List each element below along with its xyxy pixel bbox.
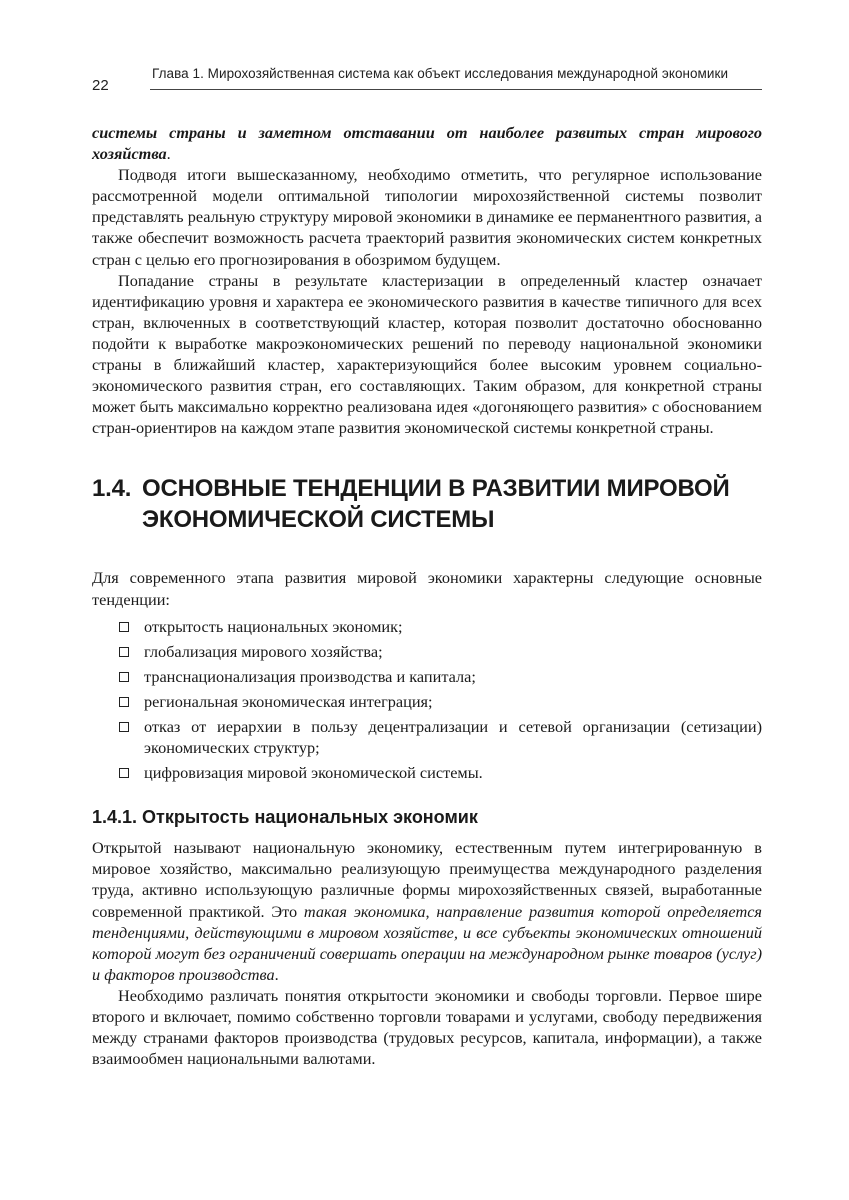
list-item [92, 716, 762, 758]
checkbox-bullet-icon [119, 622, 129, 632]
list-item [92, 641, 762, 662]
paragraph-openness-vs-free-trade: Необходимо различать понятия открытости экономики и свободы торговли. Первое шире второго и включает, помимо собственно торговли товарами и услугами, свободу передвижения между странами факторов производства (трудовых ресурсов, капитала, информации), а также взаимообмен национальными валютами. [92, 985, 762, 1069]
checkbox-bullet-icon [119, 697, 129, 707]
checkbox-bullet-icon [119, 647, 129, 657]
list-item-text: глобализация мирового хозяйства; [144, 641, 383, 661]
list-item-text: региональная экономическая интеграция; [144, 691, 433, 711]
checkbox-bullet-icon [119, 722, 129, 732]
list-item-text: транснационализация производства и капитала; [144, 666, 476, 686]
list-item [92, 616, 762, 637]
paragraph-open-economy [92, 837, 762, 985]
subsection-heading: 1.4.1. Открытость национальных экономик [92, 807, 478, 828]
page-content [92, 122, 762, 1069]
open-economy-italic-text: такая экономика, направление развития которой определяется тенденциями, действующими в мировом хозяйстве, и все субъекты экономических отношений которой могут без ограничений совершать операции на международном рынке товаров (услуг) и факторов производства [92, 901, 762, 984]
list-item-text: отказ от иерархии в пользу децентрализации и сетевой организации (сетизации) экономических структур; [144, 716, 762, 758]
section-title-line-1: ОСНОВНЫЕ ТЕНДЕНЦИИ В РАЗВИТИИ МИРОВОЙ [142, 475, 730, 503]
trends-list [92, 616, 762, 784]
header-rule [150, 89, 762, 90]
open-economy-end: . [274, 964, 279, 984]
running-header: Глава 1. Мирохозяйственная система как объект исследования международной экономики [152, 66, 729, 81]
section-heading [92, 473, 762, 535]
open-economy-plain-text: Открытой называют национальную экономику, естественным путем интегрированную в мировое хозяйство, максимально реализующую преимущества международного разделения труда, активно использующую различные формы мирохозяйственных связей, выработанные современной практикой. Это [92, 838, 762, 921]
continued-end: . [166, 144, 171, 164]
section-intro-paragraph: Для современного этапа развития мировой экономики характерны следующие основные тенденции: [92, 568, 762, 609]
list-item-text: открытость национальных экономик; [144, 616, 403, 636]
list-item [92, 691, 762, 712]
checkbox-bullet-icon [119, 672, 129, 682]
checkbox-bullet-icon [119, 768, 129, 778]
list-item [92, 762, 762, 783]
paragraph-summary: Подводя итоги вышесказанному, необходимо отметить, что регулярное использование рассмотренной модели оптимальной типологии мирохозяйственной системы позволит представлять реальную структуру мировой экономики в динамике ее перманентного развития, а также обеспечит возможность расчета траекторий развития экономических систем конкретных стран с целью его прогнозирования в обозримом будущем. [92, 165, 762, 269]
list-item-text: цифровизация мировой экономической системы. [144, 763, 483, 783]
continued-paragraph [92, 122, 762, 164]
continued-italic-text: системы страны и заметном отставании от наиболее развитых стран мирового хозяйства [92, 123, 762, 164]
section-title-line-2: ЭКОНОМИЧЕСКОЙ СИСТЕМЫ [142, 506, 495, 534]
list-item [92, 666, 762, 687]
section-number: 1.4. [92, 475, 132, 503]
paragraph-clustering: Попадание страны в результате кластеризации в определенный кластер означает идентификацию уровня и характера ее экономического развития в качестве типичного для всех стран, включенных в соответствующий кластер, которая позволит достаточно обоснованно подойти к выработке макроэкономических решений по переводу национальной экономики страны в ближайший кластер, характеризующийся более высоким уровнем социально-экономического развития стран, его составляющих. Таким образом, для конкретной страны может быть максимально корректно реализована идея «догоняющего развития» с обоснованием стран-ориентиров на каждом этапе развития экономической системы конкретной страны. [92, 270, 762, 438]
page-number: 22 [92, 77, 109, 94]
